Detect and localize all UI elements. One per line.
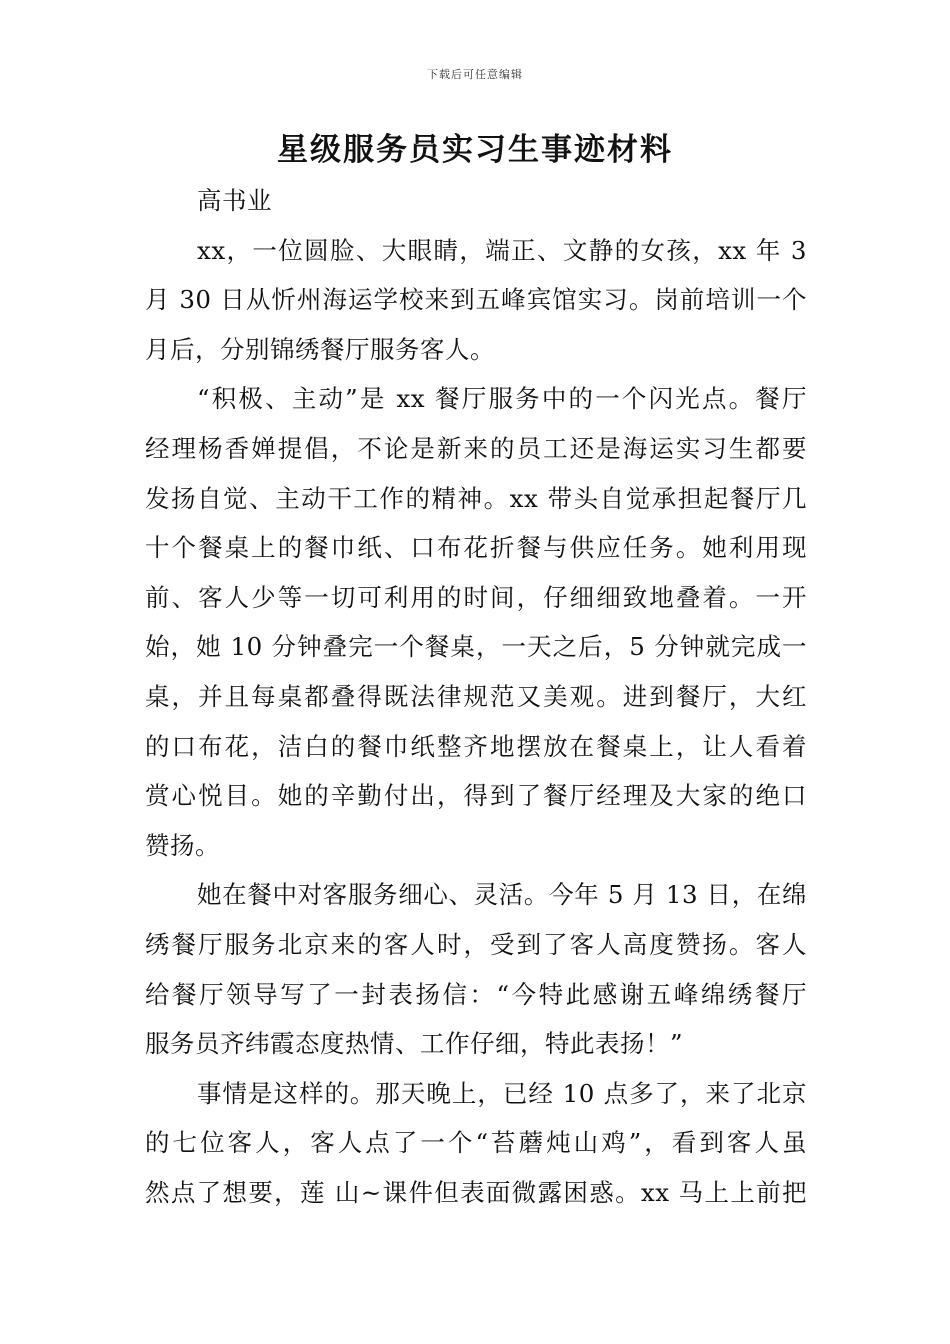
text-line: 赞扬。 [145, 830, 220, 860]
text-line: 她在餐中对客服务细心、灵活。今年 5 月 13 日，在绵 [197, 880, 807, 910]
text-line: xx，一位圆脸、大眼睛，端正、文静的女孩，xx 年 3 [197, 235, 807, 265]
text-line: 的口布花，洁白的餐巾纸整齐地摆放在餐桌上，让人看着 [145, 731, 807, 761]
text-line: 十个餐桌上的餐巾纸、口布花折餐与供应任务。她利用现 [145, 533, 807, 563]
header-note: 下载后可任意编辑 [427, 68, 523, 81]
text-line: 然点了想要，莲 山~课件但表面微露困惑。xx 马上上前把 [145, 1177, 807, 1207]
paragraph-lines [145, 226, 807, 1218]
text-line: 给餐厅领导写了一封表扬信：“今特此感谢五峰绵绣餐厅 [145, 979, 807, 1009]
document-title: 星级服务员实习生事迹材料 [277, 132, 673, 168]
text-line: 事情是这样的。那天晚上，已经 10 点多了，来了北京 [197, 1078, 807, 1108]
text-line: 服务员齐纬霞态度热情、工作仔细，特此表扬！” [145, 1029, 684, 1059]
text-line: 前、客人少等一切可利用的时间，仔细细致地叠着。一开 [145, 582, 807, 612]
document-body [145, 176, 807, 1217]
text-line: 始，她 10 分钟叠完一个餐桌，一天之后，5 分钟就完成一 [145, 632, 807, 662]
text-line: 月 30 日从忻州海运学校来到五峰宾馆实习。岗前培训一个 [145, 285, 807, 315]
text-line: 桌，并且每桌都叠得既法律规范又美观。进到餐厅，大红 [145, 681, 807, 711]
text-line: 发扬自觉、主动干工作的精神。xx 带头自觉承担起餐厅几 [145, 483, 807, 513]
text-line: 经理杨香婵提倡，不论是新来的员工还是海运实习生都要 [145, 433, 807, 463]
text-line: 的七位客人，客人点了一个“苔蘑炖山鸡”，看到客人虽 [145, 1128, 807, 1158]
text-line: “积极、主动”是 xx 餐厅服务中的一个闪光点。餐厅 [197, 384, 807, 414]
text-line: 绣餐厅服务北京来的客人时，受到了客人高度赞扬。客人 [145, 929, 807, 959]
author-name: 高书业 [197, 186, 272, 215]
text-line: 月后，分别锦绣餐厅服务客人。 [145, 334, 495, 364]
text-line: 赏心悦目。她的辛勤付出，得到了餐厅经理及大家的绝口 [145, 781, 807, 811]
